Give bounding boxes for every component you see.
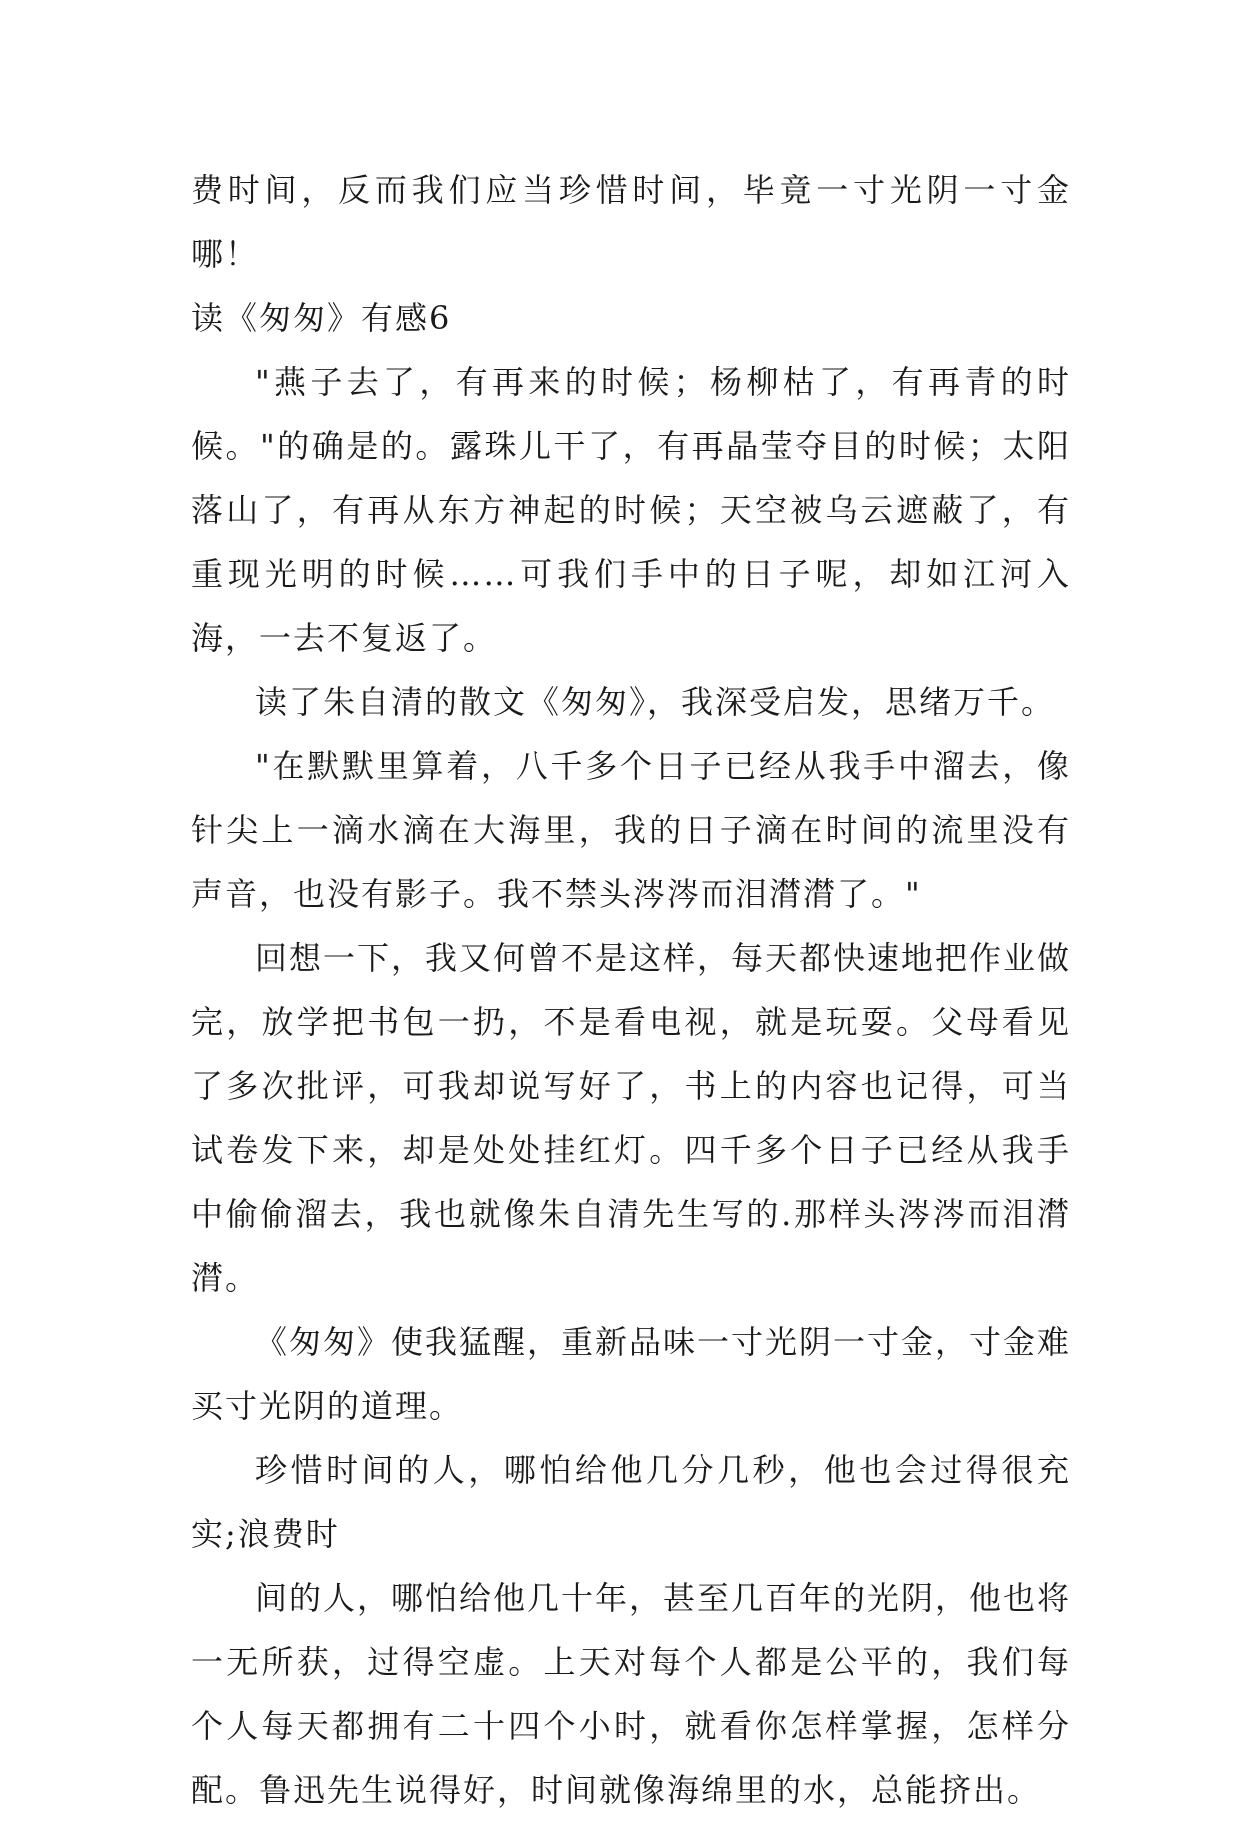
paragraph-cherish-time: 珍惜时间的人，哪怕给他几分几秒，他也会过得很充实;浪费时: [191, 1451, 1071, 1553]
paragraph-awakening: 《匆匆》使我猛醒，重新品味一寸光阴一寸金，寸金难买寸光阴的道理。: [191, 1323, 1072, 1425]
paragraph-reading: 读了朱自清的散文《匆匆》，我深受启发，思绪万千。: [255, 683, 1056, 721]
paragraph-waste-time: 间的人，哪怕给他几十年，甚至几百年的光阴，他也将一无所获，过得空虚。上天对每个人都是公平的，我们每个人每天都拥有二十四个小时，就看你怎样掌握，怎样分配。鲁迅先生说得好，时间就像海绵里的水，总能挤出。: [191, 1579, 1072, 1809]
paragraph-quote-swallows: "燕子去了，有再来的时候；杨柳枯了，有再青的时候。"的确是的。露珠儿干了，有再晶莹夺目的时候；太阳落山了，有再从东方神起的时候；天空被乌云遮蔽了，有重现光明的时候……可我们手中的日子呢，却如江河入海，一去不复返了。: [191, 363, 1071, 657]
paragraph-quote-days: "在默默里算着，八千多个日子已经从我手中溜去，像针尖上一滴水滴在大海里，我的日子滴在时间的流里没有声音，也没有影子。我不禁头涔涔而泪潸潸了。": [191, 747, 1071, 913]
paragraph-continuation: 费时间，反而我们应当珍惜时间，毕竟一寸光阴一寸金哪！: [191, 171, 1071, 273]
paragraph-reflection: 回想一下，我又何曾不是这样，每天都快速地把作业做完，放学把书包一扔，不是看电视，就是玩耍。父母看见了多次批评，可我却说写好了，书上的内容也记得，可当试卷发下来，却是处处挂红灯。四千多个日子已经从我手中偷偷溜去，我也就像朱自清先生写的.那样头涔涔而泪潸潸。: [191, 939, 1072, 1297]
document-body: [191, 158, 1071, 1822]
section-heading: 读《匆匆》有感6: [191, 299, 452, 337]
